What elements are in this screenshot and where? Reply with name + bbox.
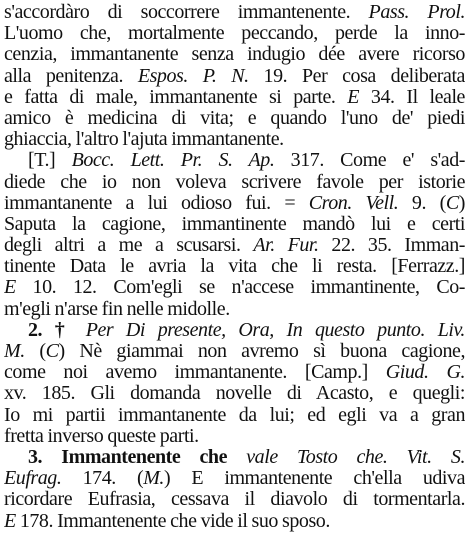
italic-segment: Eufrag. xyxy=(4,468,62,490)
text-line xyxy=(4,2,465,23)
text-line xyxy=(4,468,465,489)
italic-segment: C xyxy=(445,192,459,214)
text-segment: Io mi partii immantanente da lui; ed egli va a gran xyxy=(4,404,465,426)
text-segment: 19. Per cosa deliberata xyxy=(248,65,465,87)
italic-segment: Giud. G. xyxy=(385,362,465,384)
text-line xyxy=(4,362,465,383)
text-line xyxy=(4,447,465,468)
text-line xyxy=(4,511,465,532)
text-line xyxy=(4,320,465,341)
italic-segment: vale Tosto che. Vit. S. xyxy=(246,446,465,468)
italic-segment: Espos. P. N. xyxy=(137,65,249,87)
text-line xyxy=(4,193,465,214)
text-segment: 10. 12. Com'egli se n'accese immantinente, Co- xyxy=(15,277,465,299)
italic-segment: E xyxy=(347,86,360,108)
text-line xyxy=(4,277,465,298)
text-segment: ) Nè giammai non avremo sì buona cagione, xyxy=(58,341,465,362)
text-segment: m'egli n'arse fin nelle midolle. xyxy=(4,298,230,320)
italic-segment: E xyxy=(4,277,16,299)
text-line xyxy=(4,405,465,426)
text-line xyxy=(4,256,465,277)
text-line xyxy=(4,489,465,510)
bold-segment: 2. † xyxy=(28,319,86,341)
text-segment: ( xyxy=(24,341,46,362)
text-segment: s'accordàro di soccorrere immantenente. xyxy=(4,2,369,23)
text-segment: 34. Il leale xyxy=(359,86,465,108)
text-segment: 9. ( xyxy=(398,192,446,214)
text-segment: [T.] xyxy=(28,150,72,172)
text-line xyxy=(4,214,465,235)
text-segment: Saputa la cagione, immantinente mandò lui e certi xyxy=(4,213,465,235)
italic-segment: Bocc. Lett. Pr. S. Ap. xyxy=(71,150,275,172)
text-segment: e fatta di male, immantanente si parte. xyxy=(4,86,348,108)
italic-segment: Per Di presente, Ora, In questo punto. Liv. xyxy=(85,319,465,341)
text-line xyxy=(4,341,465,362)
italic-segment: Ar. Fur. xyxy=(253,235,319,257)
text-line xyxy=(4,129,465,150)
bold-segment: 3. Immantenente che xyxy=(28,446,247,468)
text-segment: 22. 35. Imman- xyxy=(318,235,465,257)
text-segment: 174. ( xyxy=(61,468,144,490)
text-line xyxy=(4,426,465,447)
text-segment: ) xyxy=(458,192,465,214)
text-line xyxy=(4,108,465,129)
text-segment: L'uomo che, mortalmente peccando, perde la inno- xyxy=(4,23,465,45)
text-segment: degli altri a me a scusarsi. xyxy=(4,235,254,257)
text-segment: 317. Come e' s'ad- xyxy=(274,150,465,172)
text-line xyxy=(4,235,465,256)
text-line xyxy=(4,150,465,171)
italic-segment: M. xyxy=(143,468,164,490)
text-segment: alla penitenza. xyxy=(4,65,138,87)
text-segment: tinente Data le avria la vita che li resta. [Ferrazz.] xyxy=(4,256,465,278)
text-segment: diede che io non voleva scrivere favole per istorie xyxy=(4,171,465,193)
text-segment: immantanente a lui odioso fui. = xyxy=(4,192,309,214)
text-line xyxy=(4,299,465,320)
text-segment: 178. Immantenente che vide il suo sposo. xyxy=(15,510,330,532)
italic-segment: C xyxy=(45,341,59,362)
text-segment: fretta inverso queste parti. xyxy=(4,425,199,447)
text-line xyxy=(4,44,465,65)
text-segment: ghiaccia, l'altro l'ajuta immantanente. xyxy=(4,129,284,151)
text-segment: amico è medicina di vita; e quando l'uno de' piedi xyxy=(4,107,465,129)
text-segment: ) E immantenente ch'ella udiva xyxy=(163,468,465,490)
text-line xyxy=(4,87,465,108)
text-segment: cenzia, immantanente senza indugio dée avere ricorso xyxy=(4,44,465,66)
italic-segment: Cron. Vell. xyxy=(308,192,399,214)
italic-segment: E xyxy=(4,510,16,532)
italic-segment: Pass. Prol. xyxy=(368,2,465,23)
text-line xyxy=(4,66,465,87)
text-line xyxy=(4,383,465,404)
text-segment: come noi avemo immantanente. [Camp.] xyxy=(4,362,386,384)
italic-segment: M. xyxy=(4,341,25,362)
text-line xyxy=(4,172,465,193)
text-segment: ricordare Eufrasia, cessava il diavolo di tormentarla. xyxy=(4,489,465,511)
text-segment: xv. 185. Gli domanda novelle di Acasto, e quegli: xyxy=(4,383,465,405)
text-line xyxy=(4,23,465,44)
